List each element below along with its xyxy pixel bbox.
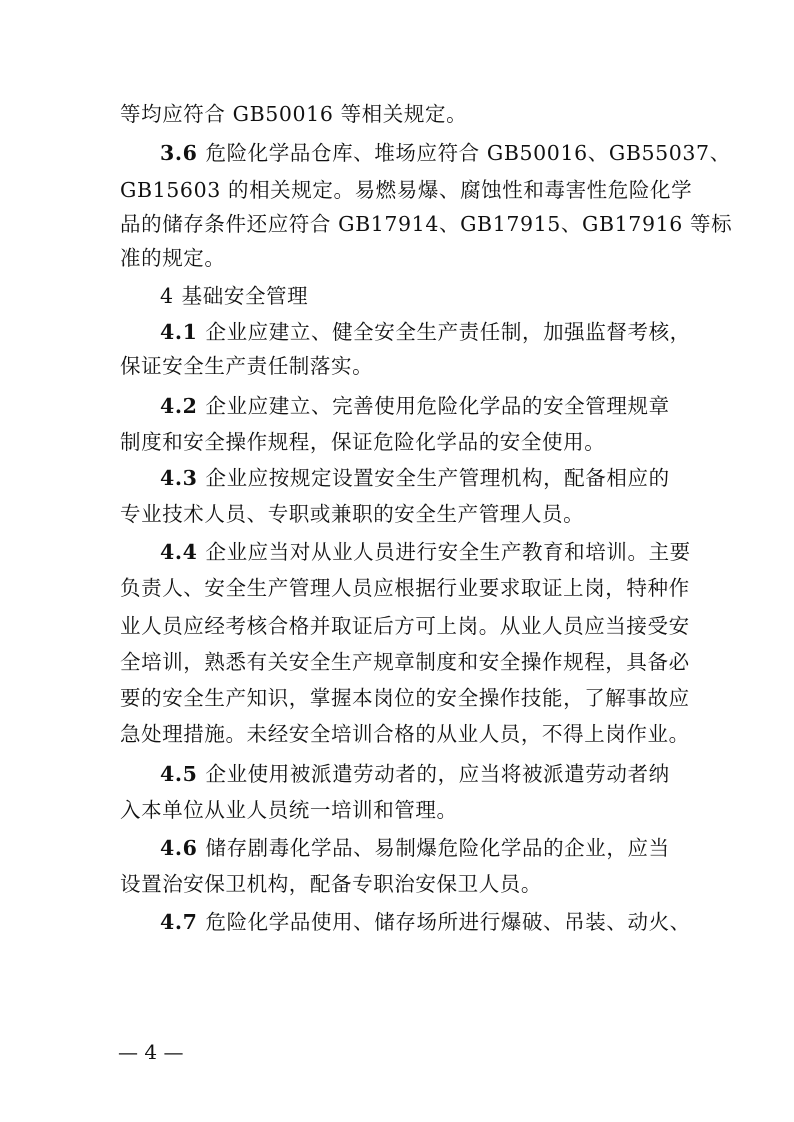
paragraph-line xyxy=(120,574,690,602)
paragraph-line xyxy=(160,834,670,862)
line-text: 制度和安全操作规程，保证危险化学品的安全使用。 xyxy=(120,430,606,454)
line-text: 企业应建立、完善使用危险化学品的安全管理规章 xyxy=(205,394,670,418)
paragraph-line xyxy=(120,210,732,238)
line-text: 企业应建立、健全安全生产责任制，加强监督考核， xyxy=(205,320,691,344)
clause-number: 3.6 xyxy=(160,141,198,165)
line-text: 入本单位从业人员统一培训和管理。 xyxy=(120,798,458,822)
paragraph-line xyxy=(160,538,691,566)
clause-number: 4.7 xyxy=(160,910,198,934)
line-text: 企业应按规定设置安全生产管理机构，配备相应的 xyxy=(205,466,670,490)
paragraph-line xyxy=(120,648,690,676)
line-text: 保证安全生产责任制落实。 xyxy=(120,354,374,378)
clause-number: 4.4 xyxy=(160,540,198,564)
paragraph-line xyxy=(160,392,670,420)
paragraph-line xyxy=(120,352,373,380)
paragraph-line xyxy=(120,176,692,204)
line-text: 等均应符合 GB50016 等相关规定。 xyxy=(120,102,468,126)
paragraph-line xyxy=(120,796,458,824)
paragraph-line xyxy=(120,612,690,640)
line-text: 要的安全生产知识，掌握本岗位的安全操作技能，了解事故应 xyxy=(120,686,690,710)
clause-number: 4.2 xyxy=(160,394,198,418)
paragraph-line xyxy=(120,244,226,272)
line-text: 危险化学品使用、储存场所进行爆破、吊装、动火、 xyxy=(205,910,691,934)
clause-number: 4.5 xyxy=(160,762,198,786)
line-text: 全培训，熟悉有关安全生产规章制度和安全操作规程，具备必 xyxy=(120,650,690,674)
line-text: 设置治安保卫机构，配备专职治安保卫人员。 xyxy=(120,872,542,896)
line-text: 危险化学品仓库、堆场应符合 GB50016、GB55037、 xyxy=(205,141,731,165)
line-text: GB15603 的相关规定。易燃易爆、腐蚀性和毒害性危险化学 xyxy=(120,178,693,202)
clause-number: 4.3 xyxy=(160,466,198,490)
section-number: 4 xyxy=(160,284,174,308)
paragraph-line xyxy=(160,908,691,936)
paragraph-line xyxy=(160,139,731,167)
clause-number: 4.6 xyxy=(160,836,198,860)
paragraph-line xyxy=(160,318,691,346)
paragraph-line xyxy=(120,428,605,456)
section-heading xyxy=(160,282,308,310)
line-text: 企业应当对从业人员进行安全生产教育和培训。主要 xyxy=(205,540,691,564)
paragraph-line xyxy=(120,684,690,712)
line-text: 企业使用被派遣劳动者的，应当将被派遣劳动者纳 xyxy=(205,762,670,786)
line-text: 准的规定。 xyxy=(120,246,226,270)
paragraph-line xyxy=(120,500,584,528)
section-title: 基础安全管理 xyxy=(181,284,309,308)
paragraph-line xyxy=(160,760,670,788)
clause-number: 4.1 xyxy=(160,320,198,344)
page-number: — 4 — xyxy=(118,1040,184,1064)
line-text: 储存剧毒化学品、易制爆危险化学品的企业，应当 xyxy=(205,836,670,860)
line-text: 专业技术人员、专职或兼职的安全生产管理人员。 xyxy=(120,502,585,526)
line-text: 品的储存条件还应符合 GB17914、GB17915、GB17916 等标 xyxy=(120,212,733,236)
line-text: 业人员应经考核合格并取证后方可上岗。从业人员应当接受安 xyxy=(120,614,690,638)
paragraph-line xyxy=(120,870,542,898)
line-text: 负责人、安全生产管理人员应根据行业要求取证上岗，特种作 xyxy=(120,576,690,600)
paragraph-line xyxy=(120,100,467,128)
paragraph-line xyxy=(160,464,670,492)
paragraph-line xyxy=(120,720,690,748)
line-text: 急处理措施。未经安全培训合格的从业人员，不得上岗作业。 xyxy=(120,722,690,746)
